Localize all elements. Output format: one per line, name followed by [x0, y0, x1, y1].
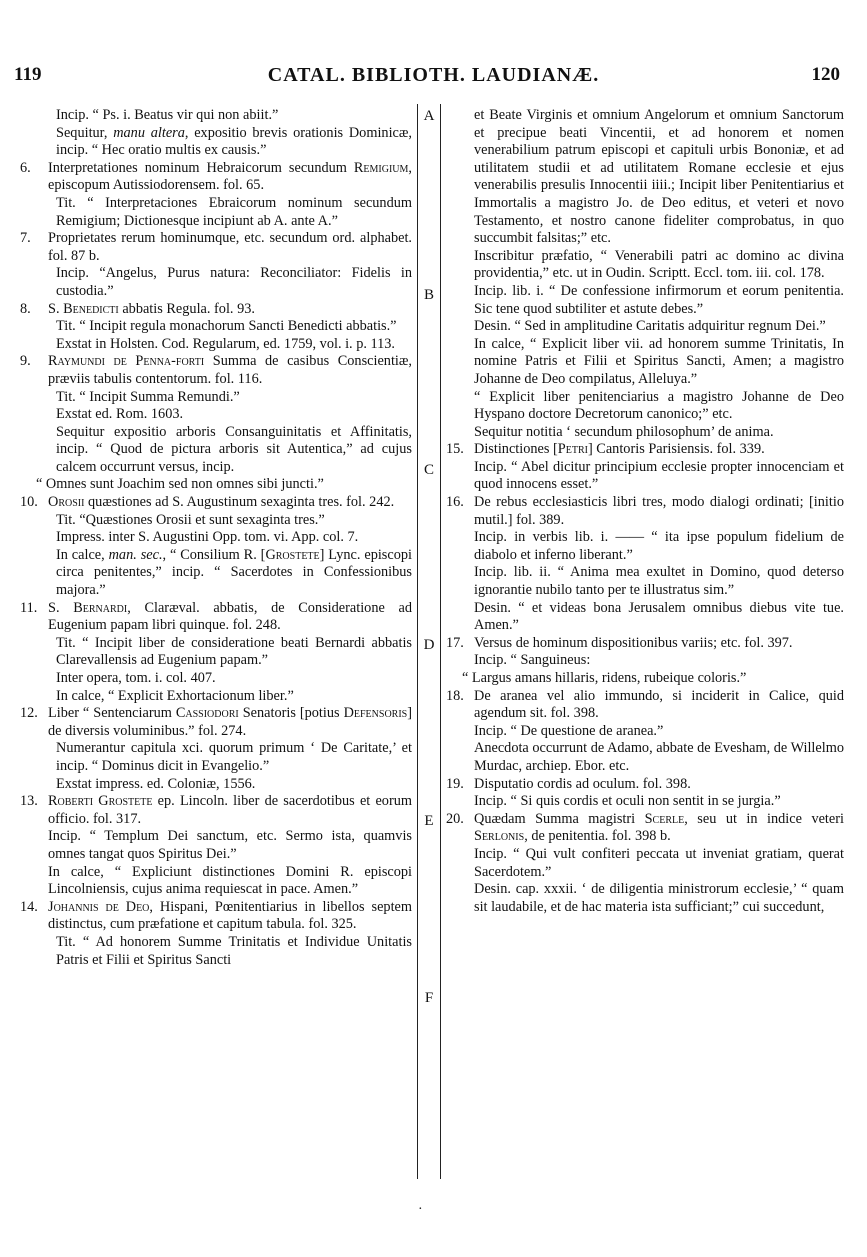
entry-10: 10. Orosii quæstiones ad S. Augustinum sexaginta tres. fol. 242. [20, 494, 395, 511]
entry-10-impress: Impress. inter S. Augustini Opp. tom. vi. App. col. 7. [56, 529, 359, 546]
entry-16-desinit: Desin. “ et videas bona Jerusalem omnibus diebus vite tue. Amen.” [474, 599, 844, 634]
entry-10-title: Tit. “Quæstiones Orosii et sunt sexaginta tres.” [56, 511, 325, 528]
entry-17-verse: “ Largus amans hillaris, ridens, rubeique coloris.” [462, 670, 747, 686]
entry-6-title: Tit. “ Interpretaciones Ebraicorum nominum secundum Remigium; Dictionesque incipiunt ab A. ante A.” [56, 194, 412, 229]
entry-15-incipit: Incip. “ Abel dicitur principium ecclesie propter innocenciam et quod innocens esset.” [474, 458, 844, 493]
entry-14-incipit: Incip. lib. i. “ De confessione infirmorum et eorum penitentia. Sic tene quod subtiliter et astute debes.” [474, 282, 844, 317]
entry-16: 16. De rebus ecclesiasticis libri tres, modo dialogi ordinati; [initio mutil.] fol. 389. [446, 494, 844, 528]
entry-7: 7. Proprietates rerum hominumque, etc. secundum ord. alphabet. fol. 87 b. [20, 230, 412, 264]
margin-marker-d: D [423, 637, 435, 653]
entry-11-opera: Inter opera, tom. i. col. 407. [56, 670, 216, 686]
entry-9: 9. Raymundi de Penna-forti Summa de casibus Conscientiæ, præviis tabulis contentorum. fol. 116. [20, 353, 412, 387]
column-rule-right [440, 104, 441, 1179]
entry-13-incipit: Incip. “ Templum Dei sanctum, etc. Sermo ista, quamvis omnes tangat quos Spiritus Dei.” [48, 828, 412, 862]
running-header [0, 64, 867, 94]
entry-13-calce: In calce, “ Expliciunt distinctiones Domini R. episcopi Lincolniensis, cujus anima requiescat in pace. Amen.” [48, 863, 412, 898]
entry-14-title: Tit. “ Ad honorem Summe Trinitatis et Individue Unitatis Patris et Filii et Spiritus Sancti [56, 933, 412, 968]
entry-12-exstat: Exstat impress. ed. Coloniæ, 1556. [56, 775, 256, 792]
entry-14: 14. Johannis de Deo, Hispani, Pœnitentiarius in libellos septem distinctus, cum præfatione et capitum tabula. fol. 325. [20, 898, 413, 933]
entry-17: 17. Versus de hominum dispositionibus variis; etc. fol. 397. [446, 634, 793, 651]
entry-13: 13. Roberti Grostete ep. Lincoln. liber de sacerdotibus et eorum officio. fol. 317. [20, 793, 412, 827]
entry-19: 19. Disputatio cordis ad oculum. fol. 398. [446, 775, 691, 792]
entry-11-calce: In calce, “ Explicit Exhortacionum liber.” [56, 687, 294, 704]
margin-marker-e: E [424, 813, 434, 829]
margin-marker-b: B [423, 287, 434, 303]
running-title: CATAL. BIBLIOTH. LAUDIANÆ. [267, 64, 600, 86]
entry-14-notitia: Sequitur notitia ‘ secundum philosophum’ de anima. [474, 423, 774, 440]
entry-7-incipit: Incip. “Angelus, Purus natura: Reconciliator: Fidelis in custodia.” [56, 265, 412, 299]
entry-9-title: Tit. “ Incipit Summa Remundi.” [56, 388, 240, 405]
left-column [20, 107, 412, 969]
entry-9-verse: “ Omnes sunt Joachim sed non omnes sibi juncti.” [36, 476, 324, 493]
margin-marker-f: F [424, 990, 434, 1006]
incipit-line: Incip. “ Ps. i. Beatus vir qui non abiit.” [56, 107, 279, 123]
entry-20-desinit: Desin. cap. xxxii. ‘ de diligentia ministrorum ecclesie,’ “ quam sit laudabile, et de hac materia ista sufficiant;” cui succedunt, [474, 881, 844, 915]
entry-14-title-cont: et Beate Virginis et omnium Angelorum et omnium Sanctorum et precipue beati Vincentii, et ad honorem et nomen venerabilium patrum episcopi et capituli urbis Bononiæ, et ad utilitatem studii et ad utilitatem Romane ecclesie et ejus venerabilis presulis Innocentii iiii.; Incipit liber Penitentiarius et Immortalis a magistro Jo. de Deo editus, et veteri et novo Testamento, et nostro canone fideliter comprobatus, in quo succumbit falsitas;” etc. [474, 107, 844, 247]
margin-marker-a: A [423, 108, 435, 124]
page-number-left: 119 [14, 64, 42, 85]
page-dot: · [418, 1202, 423, 1217]
entry-11-title: Tit. “ Incipit liber de consideratione beati Bernardi abbatis Clarevallensis ad Eugenium papam.” [56, 634, 412, 669]
entry-8-title: Tit. “ Incipit regula monachorum Sancti Benedicti abbatis.” [56, 318, 397, 335]
entry-9-exstat: Exstat ed. Rom. 1603. [56, 406, 184, 423]
entry-18-anecdota: Anecdota occurrunt de Adamo, abbate de Evesham, de Willelmo Murdac, archiep. Ebor. etc. [474, 740, 844, 774]
entry-15: 15. Distinctiones [Petri] Cantoris Parisiensis. fol. 339. [446, 441, 765, 458]
entry-14-praefatio: Inscribitur præfatio, “ Venerabili patri ac domino ac divina providentia,” etc. ut in Oudin. Scriptt. Eccl. tom. iii. col. 178. [474, 247, 844, 282]
entry-19-incipit: Incip. “ Si quis cordis et oculi non sentit in se jurgia.” [474, 793, 781, 810]
entry-18: 18. De aranea vel alio immundo, si inciderit in Calice, quid agendum sit. fol. 398. [446, 687, 844, 722]
entry-12: 12. Liber “ Sentenciarum Cassiodori Senatoris [potius Defensoris] de diversis voluminibus.” fol. 274. [20, 705, 412, 739]
entry-20: 20. Quædam Summa magistri Scerle, seu ut in indice veteri Serlonis, de penitentia. fol. 398 b. [446, 810, 844, 845]
entry-16-incipit-1: Incip. in verbis lib. i. —— “ ita ipse populum fidelium de diabolo et inferno liberant.” [474, 529, 844, 563]
entry-6: 6. Interpretationes nominum Hebraicorum secundum Remigium, episcopum Autissiodorensem. fol. 65. [20, 159, 412, 194]
entry-12-capitula: Numerantur capitula xci. quorum primum ‘ De Caritate,’ et incip. “ Dominus dicit in Evangelio.” [56, 740, 412, 774]
entry-11: 11. S. Bernardi, Claræval. abbatis, de Consideratione ad Eugenium papam libri quinque. fol. 248. [20, 599, 412, 634]
entry-8: 8. S. Benedicti abbatis Regula. fol. 93. [20, 300, 255, 317]
entry-18-incipit: Incip. “ De questione de aranea.” [474, 722, 664, 739]
entry-14-calce: In calce, “ Explicit liber vii. ad honorem summe Trinitatis, In nomine Patris et Filii et Spiritus Sancti, Amen; a magistro Johanne de Deo compilatus, Alleluya.” [474, 335, 844, 387]
entry-16-incipit-2: Incip. lib. ii. “ Anima mea exultet in Domino, quod deterso ignorantie nubilo tanto per te illustratus sim.” [474, 564, 844, 599]
page-number-right: 120 [811, 64, 840, 85]
entry-8-exstat: Exstat in Holsten. Cod. Regularum, ed. 1759, vol. i. p. 113. [56, 335, 395, 352]
sequitur-line: Sequitur, manu altera, expositio brevis orationis Dominicæ, incip. “ Hec oratio multis ex causis.” [56, 124, 413, 159]
margin-marker-c: C [423, 462, 434, 478]
entry-14-explicit: “ Explicit liber penitenciarius a magistro Johanne de Deo Hyspano doctore Decretorum canonico;” etc. [474, 388, 844, 423]
entry-9-sequitur: Sequitur expositio arboris Consanguinitatis et Affinitatis, incip. “ Quod de pictura arboris sit Autentica,” ad cujus calcem occurrunt versus, incip. [56, 423, 412, 475]
column-rule-left [417, 104, 418, 1179]
entry-17-incipit: Incip. “ Sanguineus: [474, 652, 591, 669]
entry-20-incipit: Incip. “ Qui vult confiteri peccata ut inveniat gratiam, querat Sacerdotem.” [474, 845, 844, 880]
entry-10-calce: In calce, man. sec., “ Consilium R. [Grostete] Lync. episcopi circa penitentes,” incip. “ Sacerdotes in Confessionibus majora.” [56, 546, 412, 599]
entry-14-desinit: Desin. “ Sed in amplitudine Caritatis adquiritur regnum Dei.” [474, 318, 826, 335]
right-column [446, 107, 844, 916]
